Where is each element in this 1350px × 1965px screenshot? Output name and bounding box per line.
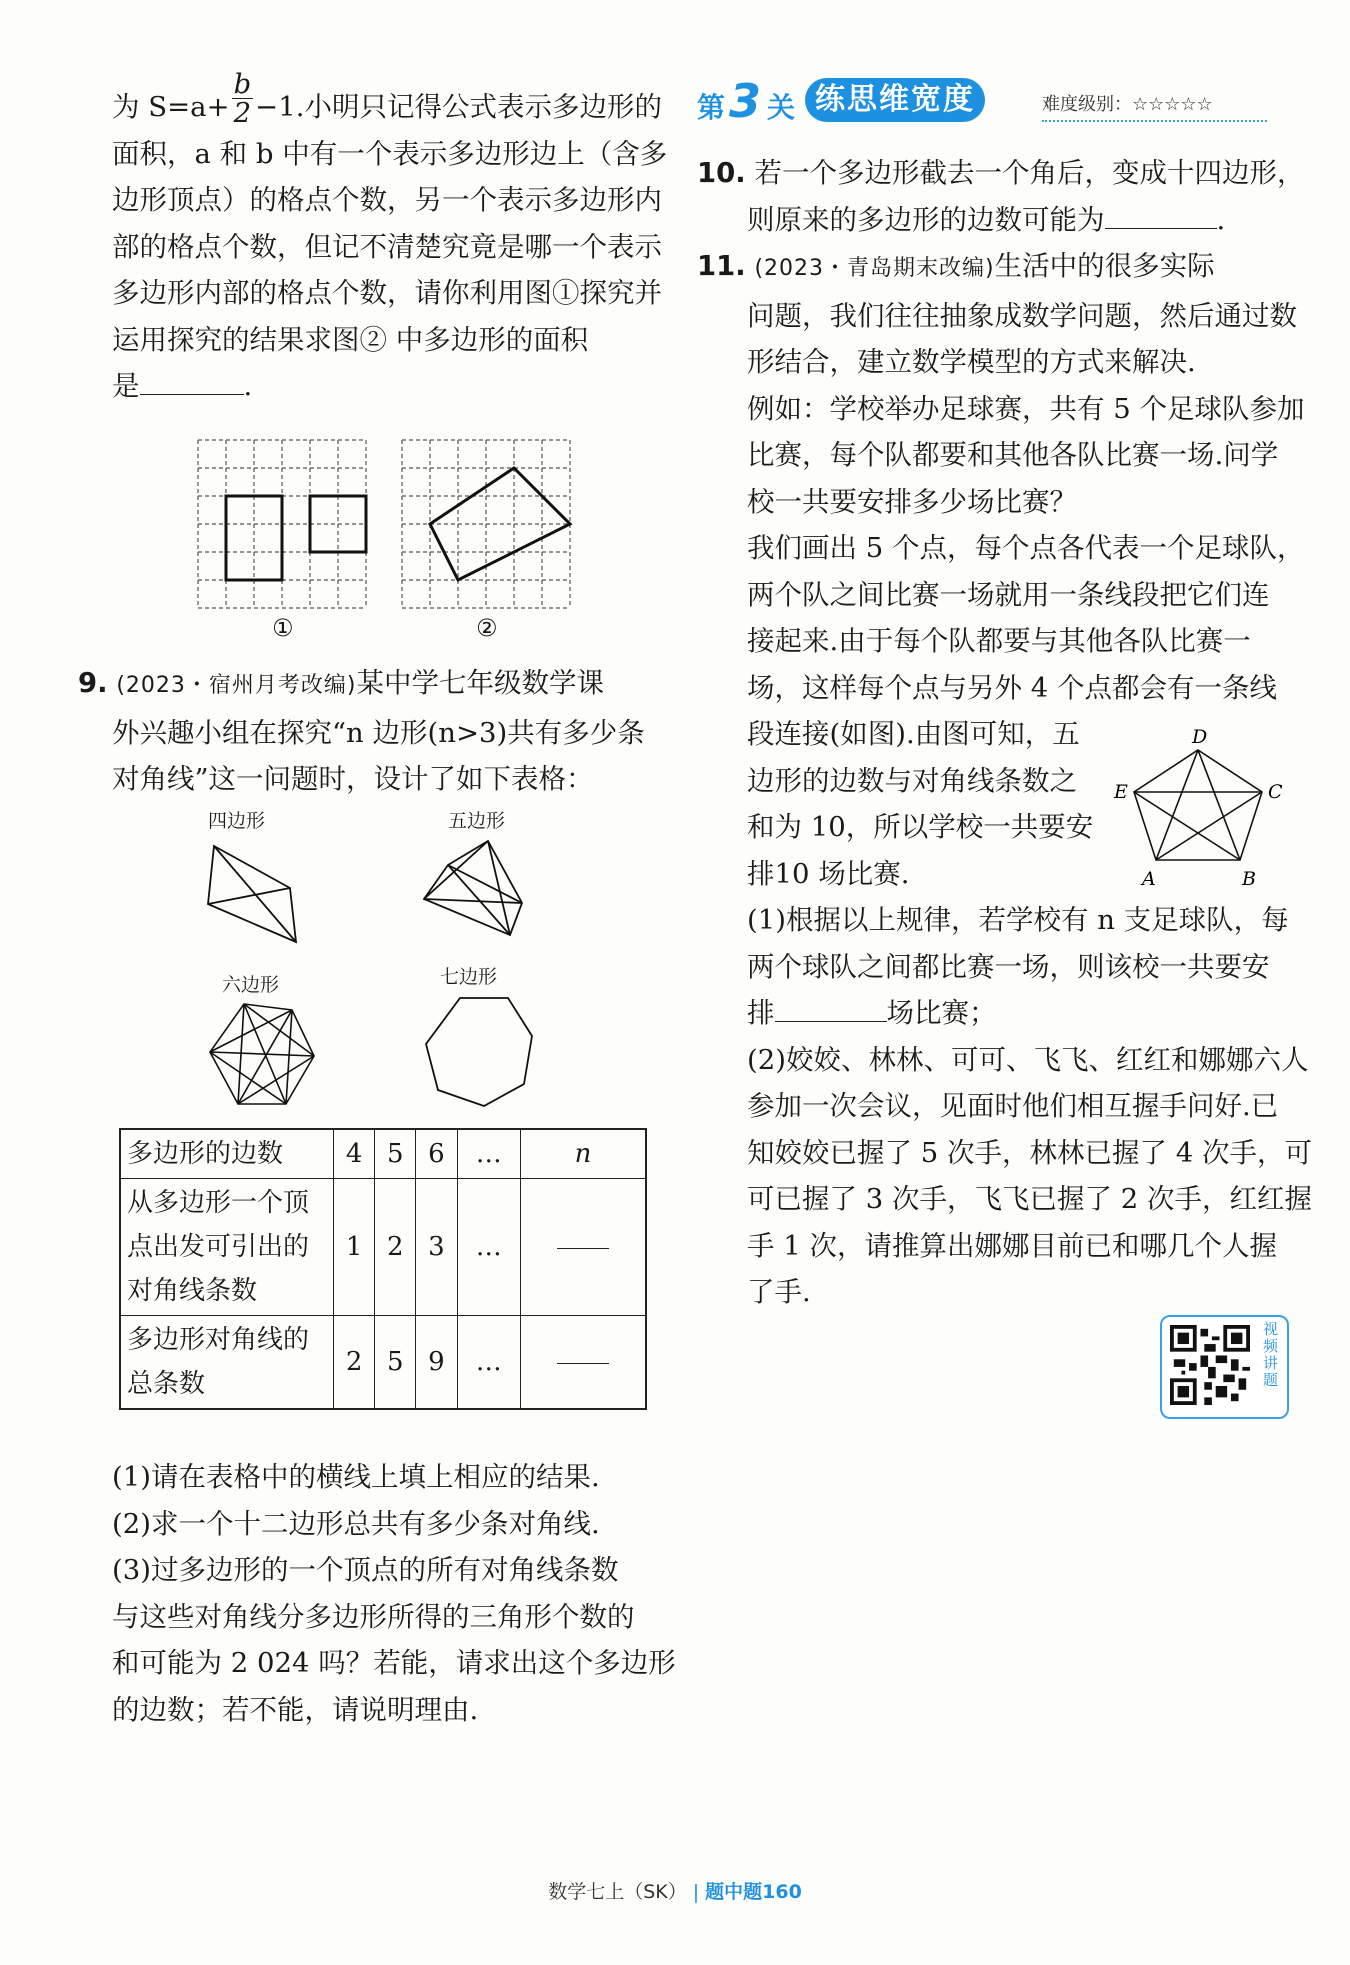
video-qr-code[interactable]: [1160, 1315, 1289, 1419]
q9-sub-3: (3)过多边形的一个顶点的所有对角线条数: [112, 1554, 619, 1586]
table-row: [120, 1129, 646, 1179]
q9-sub-3: 的边数；若不能，请说明理由.: [112, 1693, 479, 1726]
q8-formula-suffix: −1.小明只记得公式表示多边形的: [255, 91, 662, 123]
table-answer-cell: [520, 1316, 646, 1410]
table-cell: …: [457, 1179, 520, 1316]
section-header-number: 3: [729, 74, 762, 128]
table-cell: 5: [375, 1129, 416, 1179]
q11-line: 段连接(如图).由图可知，五: [747, 718, 1080, 750]
table-row: [120, 1316, 646, 1410]
answer-blank: [1105, 227, 1217, 229]
table-cell: …: [457, 1316, 520, 1410]
q9-sub-3: 与这些对角线分多边形所得的三角形个数的: [112, 1600, 635, 1633]
q8-line: 多边形内部的格点个数，请你利用图①探究并: [112, 277, 662, 309]
table-answer-cell: [520, 1179, 646, 1316]
table-head-line: 多边形对角线的: [127, 1325, 310, 1355]
q11-line: 排10 场比赛.: [747, 857, 910, 890]
q11-line: 问题，我们往往抽象成数学问题，然后通过数: [747, 299, 1297, 332]
question-source: (2023・青岛期末改编): [754, 256, 995, 281]
shape-label-quadrilateral: 四边形: [208, 810, 266, 832]
q8-answer-prefix: 是: [112, 370, 140, 402]
q8-answer-line: [112, 363, 667, 410]
fraction: [232, 70, 254, 127]
table-cell: 2: [375, 1179, 416, 1316]
table-cell: 9: [416, 1316, 457, 1410]
table-cell: 4: [334, 1129, 375, 1179]
q8-line: 边形顶点）的格点个数，另一个表示多边形内: [112, 184, 662, 216]
heptagon-figure: [420, 992, 540, 1112]
question-number: 10.: [697, 157, 746, 189]
q9-line: 对角线”这一问题时，设计了如下表格：: [112, 763, 594, 795]
pentagon-figure: [418, 835, 528, 940]
difficulty-rating: 难度级别：☆☆☆☆☆: [1042, 94, 1213, 115]
table-cell: …: [457, 1129, 520, 1179]
q11-line: 场，这样每个点与另外 4 个点都会有一条线: [747, 671, 1277, 704]
shape-label-heptagon: 七边形: [440, 966, 498, 988]
table-head-line: 点出发可引出的: [127, 1232, 310, 1262]
question-number: 9.: [78, 667, 108, 699]
section-header-di: 第: [697, 91, 726, 124]
q11-line: 两个球队之间都比赛一场，则该校一共要安: [747, 950, 1270, 983]
q9-line: 外兴趣小组在探究“n 边形(n>3)共有多少条: [112, 716, 645, 749]
left-column: [112, 68, 668, 410]
grid-figure-2: [402, 440, 572, 610]
book-title: 数学七上（SK）: [548, 1881, 687, 1903]
table-cell: 3: [416, 1179, 457, 1316]
q11-line: 边形的边数与对角线条数之: [747, 764, 1077, 797]
table-cell: n: [520, 1129, 646, 1179]
hexagon-figure: [204, 1000, 319, 1110]
q11-sub1-end: [697, 990, 1297, 1037]
question-source: (2023・宿州月考改编): [116, 673, 357, 698]
q8-formula-prefix: 为 S=a+: [112, 91, 230, 123]
q11-line: 比赛，每个队都要和其他各队比赛一场.问学: [747, 439, 1279, 471]
q10-text-end: .: [1216, 203, 1226, 236]
table-head-line: 总条数: [127, 1369, 206, 1399]
vertex-label-d: D: [1192, 726, 1208, 748]
q11-text: 场比赛；: [886, 997, 997, 1029]
table-cell: 1: [334, 1179, 375, 1316]
vertex-label-e: E: [1114, 781, 1128, 803]
answer-blank: [557, 1247, 609, 1249]
q11-text: 排: [747, 997, 775, 1029]
q11-line: 和为 10，所以学校一共要安: [747, 811, 1094, 843]
table-head-line: 对角线条数: [127, 1276, 258, 1306]
q9-subquestions: [112, 1454, 676, 1733]
vertex-label-a: A: [1142, 868, 1156, 890]
q11-sub2-line: 参加一次会议，见面时他们相互握手问好.已: [747, 1090, 1279, 1122]
q10-text: 则原来的多边形的边数可能为: [747, 203, 1105, 236]
q9-sub-3: 和可能为 2 024 吗？若能，请求出这个多边形: [112, 1647, 676, 1679]
fraction-numerator: b: [233, 68, 252, 100]
q8-line: 部的格点个数，但记不清楚究竟是哪一个表示: [112, 230, 662, 263]
pentagon-star-figure: [1114, 726, 1290, 895]
vertex-label-b: B: [1242, 868, 1256, 890]
q11-line: 形结合，建立数学模型的方式来解决.: [747, 346, 1196, 378]
table-cell: 5: [375, 1316, 416, 1410]
q9-sub-1: (1)请在表格中的横线上填上相应的结果.: [112, 1461, 600, 1493]
q11-sub2-line: 知姣姣已握了 5 次手，林林已握了 4 次手，可: [747, 1136, 1312, 1169]
q10-line-2: [697, 197, 1297, 244]
q11-line: 例如：学校举办足球赛，共有 5 个足球队参加: [747, 392, 1305, 425]
q11-line: 两个队之间比赛一场就用一条线段把它们连: [747, 578, 1270, 611]
q11-line: 校一共要安排多少场比赛？: [747, 485, 1077, 518]
shape-label-pentagon: 五边形: [448, 810, 506, 832]
table-cell: 2: [334, 1316, 375, 1410]
q9-intro: [78, 660, 668, 803]
section-header-guan: 关: [767, 91, 796, 124]
section-title: 练思维宽度: [805, 78, 985, 122]
diagonals-table: [119, 1128, 647, 1410]
q9-sub-2: (2)求一个十二边形总共有多少条对角线.: [112, 1507, 600, 1540]
shape-label-hexagon: 六边形: [222, 974, 280, 996]
answer-blank: [775, 1020, 887, 1022]
table-head-line: 从多边形一个顶: [127, 1188, 310, 1218]
q9-text: 某中学七年级数学课: [356, 667, 604, 699]
video-explain-label: 视频讲题: [1263, 1320, 1279, 1389]
answer-blank: [557, 1362, 609, 1364]
figure-1-label: ①: [272, 614, 294, 642]
q11-sub2-line: 可已握了 3 次手，飞飞已握了 2 次手，红红握: [747, 1183, 1312, 1215]
table-cell: 6: [416, 1129, 457, 1179]
grid-figure-1: [198, 440, 368, 610]
fraction-denominator: 2: [233, 97, 252, 129]
page-footer: [0, 1877, 1350, 1904]
q11-sub2-line: (2)姣姣、林林、可可、飞飞、红红和娜娜六人: [747, 1043, 1309, 1076]
q8-line: 面积，a 和 b 中有一个表示多边形边上（含多: [112, 137, 668, 170]
q11-line: 接起来.由于每个队都要与其他各队比赛一: [747, 625, 1251, 657]
table-row-head: [120, 1316, 334, 1410]
q11-line: (1)根据以上规律，若学校有 n 支足球队，每: [747, 904, 1289, 936]
q8-answer-suffix: .: [243, 370, 253, 402]
vertex-label-c: C: [1268, 781, 1283, 803]
footer-separator: |: [692, 1881, 700, 1903]
qr-code-icon: [1170, 1325, 1250, 1405]
q9-line-1: [78, 660, 668, 710]
question-number: 11.: [697, 250, 746, 282]
q11-line: 我们画出 5 个点，每个点各代表一个足球队，: [747, 532, 1305, 564]
answer-blank: [140, 393, 244, 395]
quadrilateral-figure: [200, 840, 310, 950]
figure-2-label: ②: [476, 614, 498, 642]
q8-line-1: [112, 68, 667, 131]
header-divider: [1042, 120, 1267, 122]
page-number: 160: [762, 1881, 802, 1903]
q10-line-1: [697, 150, 1305, 197]
table-row-head: 多边形的边数: [120, 1129, 334, 1179]
table-row-head: [120, 1179, 334, 1316]
q11-line-1: [697, 243, 1297, 293]
q11-sub2-line: 了手.: [747, 1276, 811, 1308]
q11-sub2-line: 手 1 次，请推算出娜娜目前已和哪几个人握: [747, 1229, 1277, 1262]
q8-line: 运用探究的结果求图② 中多边形的面积: [112, 323, 589, 356]
footer-tag: 题中题: [705, 1881, 763, 1903]
q10: [697, 150, 1305, 243]
table-row: [120, 1179, 646, 1316]
q10-text: 若一个多边形截去一个角后，变成十四边形，: [754, 157, 1305, 189]
section-header: [697, 74, 1277, 130]
q11-text: 生活中的很多实际: [994, 250, 1215, 282]
